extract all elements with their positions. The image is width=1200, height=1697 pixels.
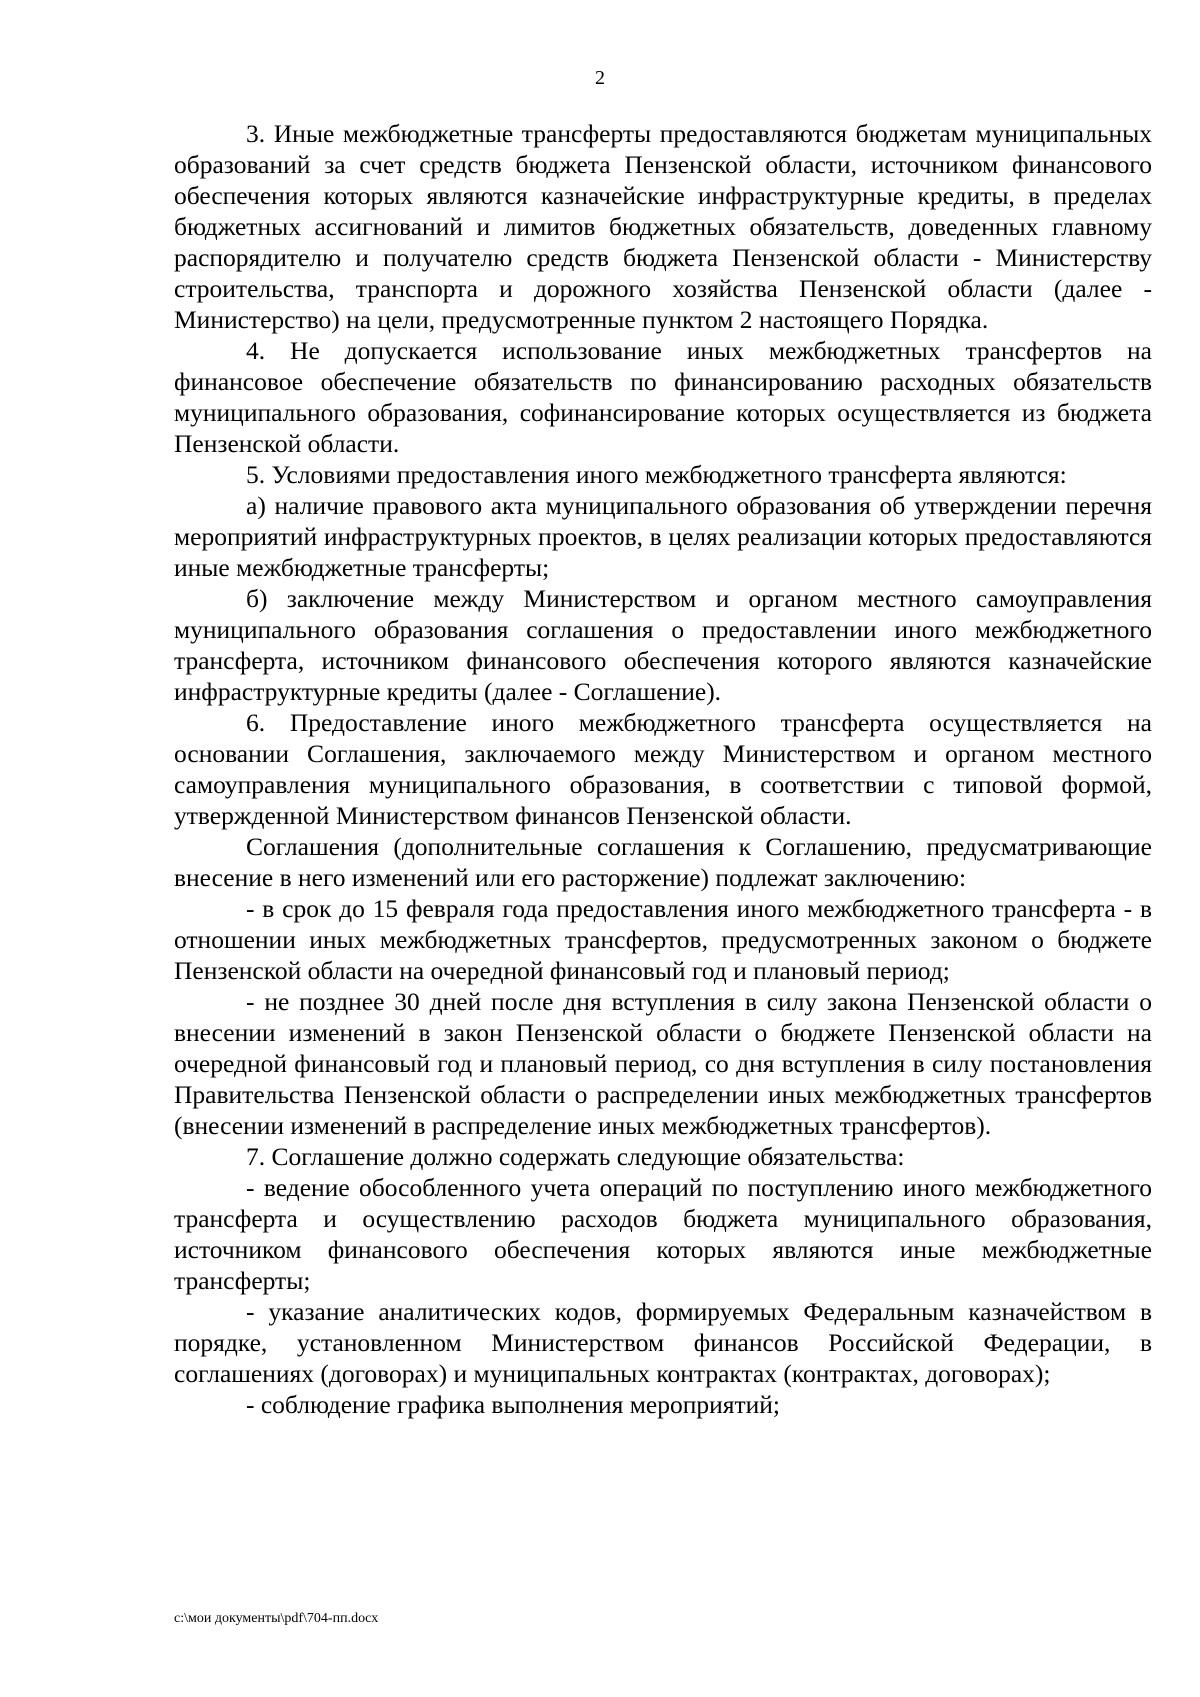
obligation-item-2: - указание аналитических кодов, формируемых Федеральным казначейством в порядке, установленном Министерством финансов Российской Федерации, в соглашениях (договорах) и муниципальных контрактах (контрактах, договорах); xyxy=(174,1297,1152,1388)
paragraph-6-provision: 6. Предоставление иного межбюджетного трансферта осуществляется на основании Соглашения, заключаемого между Министерством и органом местного самоуправления муниципального образования, в соответствии с типовой формой, утвержденной Министерством финансов Пензенской области. xyxy=(174,708,1152,830)
paragraph-4-prohibition: 4. Не допускается использование иных межбюджетных трансфертов на финансовое обеспечение обязательств по финансированию расходных обязательств муниципального образования, софинансирование которых осуществляется из бюджета Пензенской области. xyxy=(174,336,1152,458)
document-body xyxy=(174,118,1152,1420)
deadline-item-2: - не позднее 30 дней после дня вступления в силу закона Пензенской области о внесении изменений в закон Пензенской области о бюджете Пензенской области на очередной финансовый год и плановый период, со дня вступления в силу постановления Правительства Пензенской области о распределении иных межбюджетных трансфертов (внесении изменений в распределение иных межбюджетных трансфертов). xyxy=(174,987,1152,1140)
page-number: 2 xyxy=(595,67,605,89)
paragraph-3-transfers: 3. Иные межбюджетные трансферты предоставляются бюджетам муниципальных образований за счет средств бюджета Пензенской области, источником финансового обеспечения которых являются казначейские инфраструктурные кредиты, в пределах бюджетных ассигнований и лимитов бюджетных обязательств, доведенных главному распорядителю и получателю средств бюджета Пензенской области - Министерству строительства, транспорта и дорожного хозяйства Пензенской области (далее - Министерство) на цели, предусмотренные пунктом 2 настоящего Порядка. xyxy=(174,119,1152,334)
condition-b: б) заключение между Министерством и органом местного самоуправления муниципального образования соглашения о предоставлении иного межбюджетного трансферта, источником финансового обеспечения которого являются казначейские инфраструктурные кредиты (далее - Соглашение). xyxy=(174,584,1152,706)
paragraph-7-obligations: 7. Соглашение должно содержать следующие обязательства: xyxy=(246,1142,905,1171)
obligation-item-1: - ведение обособленного учета операций по поступлению иного межбюджетного трансферта и осуществлению расходов бюджета муниципального образования, источником финансового обеспечения которых являются иные межбюджетные трансферты; xyxy=(174,1173,1152,1295)
footer-file-path: c:\мои документы\pdf\704-пп.docx xyxy=(174,1611,379,1626)
paragraph-5-conditions: 5. Условиями предоставления иного межбюджетного трансферта являются: xyxy=(246,460,1067,489)
obligation-item-3: - соблюдение графика выполнения мероприятий; xyxy=(246,1390,780,1419)
agreements-paragraph: Соглашения (дополнительные соглашения к Соглашению, предусматривающие внесение в него изменений или его расторжение) подлежат заключению: xyxy=(174,832,1152,892)
deadline-item-1: - в срок до 15 февраля года предоставления иного межбюджетного трансферта - в отношении иных межбюджетных трансфертов, предусмотренных законом о бюджете Пензенской области на очередной финансовый год и плановый период; xyxy=(174,894,1152,985)
condition-a: а) наличие правового акта муниципального образования об утверждении перечня мероприятий инфраструктурных проектов, в целях реализации которых предоставляются иные межбюджетные трансферты; xyxy=(174,491,1152,582)
